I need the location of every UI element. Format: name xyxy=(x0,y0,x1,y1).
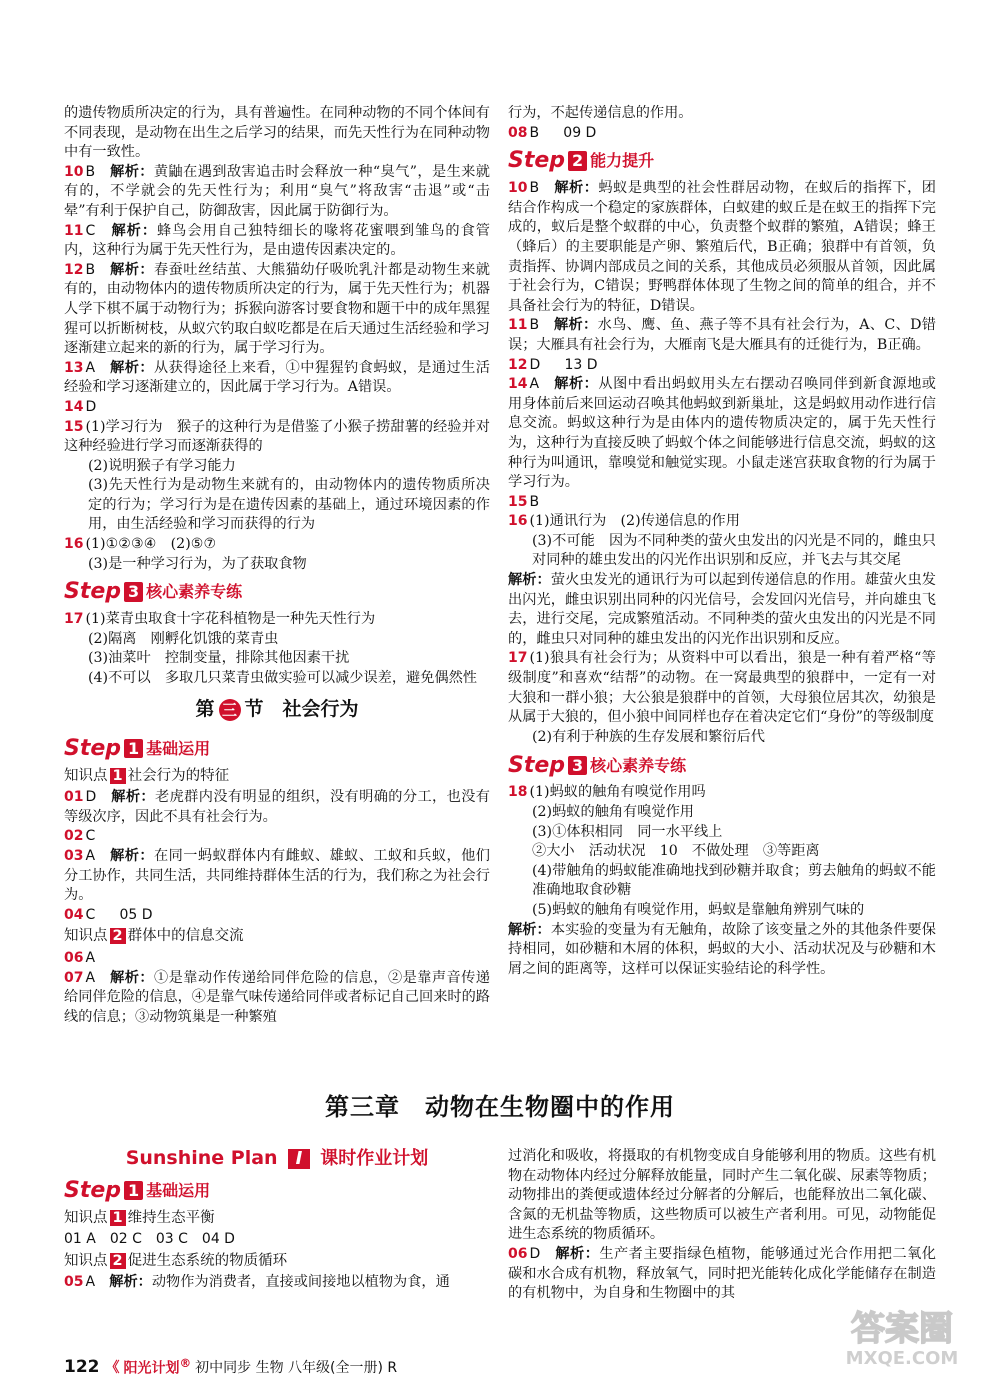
analysis-label: 解析： xyxy=(554,180,599,197)
analysis-text: 本实验的变量为有无触角，故除了该变量之外的其他条件要保持相同，如砂糖和木屑的体积，蚂蚁的大小、活动状况及与砂糖和木屑之间的距离等，这样可以保证实验结论的科学性。 xyxy=(508,921,936,977)
sub-answer: (2)说明猴子有学习能力 xyxy=(88,457,236,474)
question-text: 从获得途径上来看，①中猩猩钓食蚂蚁，是通过生活经验和学习逐渐建立的，因此属于学习行为。A错误。 xyxy=(64,359,490,396)
step-title: 能力提升 xyxy=(590,151,655,171)
bottom-right-column xyxy=(508,1147,936,1304)
analysis-label: 解析： xyxy=(553,317,598,334)
analysis-label: 解析： xyxy=(555,1245,600,1262)
question-item xyxy=(64,788,490,827)
answer-letter: C xyxy=(85,222,96,239)
step-banner xyxy=(64,735,490,763)
kp-label: 知识点 xyxy=(64,767,108,784)
question-number: 15 xyxy=(64,418,84,435)
analysis-label: 解析： xyxy=(110,969,155,986)
answer-letter: D xyxy=(529,1245,541,1262)
step-number: 3 xyxy=(568,756,587,776)
question-number: 17 xyxy=(508,650,528,667)
step-banner xyxy=(508,147,936,175)
question-item xyxy=(64,222,490,261)
kp-number: 2 xyxy=(110,1253,126,1269)
question-item xyxy=(64,1273,490,1293)
question-item xyxy=(508,1245,936,1304)
registered-mark: ® xyxy=(179,1356,192,1370)
question-item xyxy=(64,610,490,630)
step-title: 核心素养专练 xyxy=(146,582,243,602)
analysis-label: 解析： xyxy=(110,848,155,864)
bottom-left-column xyxy=(64,1147,490,1293)
book-subtitle: 初中同步 生物 八年级(全一册) R xyxy=(195,1359,398,1376)
sub-answer: (3)①体积相同 同一水平线上 xyxy=(532,823,723,840)
question-item xyxy=(64,535,490,555)
question-number: 16 xyxy=(64,536,84,553)
question-number: 10 xyxy=(64,163,84,180)
question-number: 07 xyxy=(64,969,84,986)
sub-answer: (3)不可能 因为不同种类的萤火虫发出的闪光是不同的，雌虫只对同种的雄虫发出的闪光作出识别和反应，并飞去与其交尾 xyxy=(532,532,936,569)
section-name: 节 社会行为 xyxy=(244,697,359,720)
step-title: 基础运用 xyxy=(146,738,211,758)
answer-letter: B xyxy=(529,180,540,197)
question-text: ①是靠动作传递给同伴危险的信息，②是靠声音传递给同伴危险的信息，④是靠气味传递给同伴或者标记自己回来时的路线的信息；③动物筑巢是一种繁殖 xyxy=(64,969,490,1025)
question-item xyxy=(64,906,490,926)
analysis-label: 解析： xyxy=(508,921,551,938)
analysis-text: 萤火虫发光的通讯行为可以起到传递信息的作用。雄萤火虫发出闪光，雌虫识别出同种的闪光信号，会发回闪光信号，并向雄虫飞去，进行交尾，完成繁殖活动。不同种类的萤火虫发出的闪光是不同的，雌虫只对同种的雄虫发出的闪光作出识别和反应。 xyxy=(508,572,936,647)
chapter-title: 第三章 动物在生物圈中的作用 xyxy=(325,1092,675,1121)
step-label: Step xyxy=(64,1177,122,1203)
question-item xyxy=(64,359,490,398)
analysis-label: 解析： xyxy=(554,376,599,393)
kp-number: 1 xyxy=(110,1210,126,1226)
analysis-label: 解析： xyxy=(111,789,155,806)
step-number: 1 xyxy=(124,739,143,759)
question-text: 在同一蚂蚁群体内有雌蚁、雄蚁、工蚁和兵蚁，他们分工协作，共同生活，共同维持群体生活的行为，我们称之为社会行为。 xyxy=(64,848,490,904)
question-item xyxy=(64,261,490,359)
question-text: (1)通讯行为 (2)传递信息的作用 xyxy=(529,513,740,530)
question-text: (1)①②③④ (2)⑤⑦ xyxy=(85,536,217,553)
right-column xyxy=(508,104,936,979)
question-number: 10 xyxy=(508,180,528,197)
bottom-left-content xyxy=(64,1177,490,1293)
step-banner xyxy=(64,578,490,606)
question-number: 16 xyxy=(508,513,528,530)
question-number: 08 xyxy=(508,124,528,141)
question-item xyxy=(508,375,936,493)
kp-label: 知识点 xyxy=(64,1209,108,1226)
answer-letter: B xyxy=(529,124,540,141)
question-number: 03 xyxy=(64,848,84,864)
step-number: 2 xyxy=(568,151,587,171)
question-number: 04 xyxy=(64,906,84,923)
analysis-label: 解析： xyxy=(109,1274,152,1291)
extra-answers: 13 D xyxy=(564,356,598,373)
knowledge-point xyxy=(64,767,490,787)
section-title xyxy=(64,699,490,721)
step-label: Step xyxy=(508,752,566,778)
sub-answer: (2)蚂蚁的触角有嗅觉作用 xyxy=(532,804,694,820)
answer-letter: B xyxy=(529,493,540,510)
analysis-label: 解析： xyxy=(110,359,155,376)
question-number: 18 xyxy=(508,784,528,801)
question-item xyxy=(64,398,490,418)
question-text: 老虎群内没有明显的组织，没有明确的分工，也没有等级次序，因此不具有社会行为。 xyxy=(64,789,490,825)
plan-subtitle: 课时作业计划 xyxy=(320,1148,429,1169)
question-item xyxy=(64,949,490,969)
question-item xyxy=(508,493,936,513)
kp-title: 社会行为的特征 xyxy=(127,767,230,784)
question-number: 06 xyxy=(508,1245,528,1262)
question-text: (1)狼具有社会行为；从资料中可以看出，狼是一种有着严格“等级制度”和喜欢“结帮”的动物。在一窝最典型的狼群中，一定有一对大狼和一群小狼；大公狼是狼群中的首领，大母狼位居其次，幼狼是从属于大狼的，但小狼中间同样也存在着决定它们“身份”的等级制度 xyxy=(508,650,936,726)
analysis-label: 解析： xyxy=(111,222,157,239)
question-text: 黄鼬在遇到敌害追击时会释放一种“臭气”，是生来就有的，不学就会的先天性行为；利用“臭气”将敌害“击退”或“击晕”有利于保护自己，防御敌害，因此属于防御行为。 xyxy=(64,163,490,219)
step-banner xyxy=(64,1177,490,1205)
watermark-site: MXQE.COM xyxy=(845,1348,959,1369)
question-text: 生产者主要指绿色植物，能够通过光合作用把二氧化碳和水合成有机物，释放氧气，同时把光能转化成化学能储存在制造的有机物中，为自身和生物圈中的其 xyxy=(508,1245,936,1302)
analysis-paragraph xyxy=(508,921,936,980)
answer-letter: A xyxy=(85,969,96,986)
step-label: Step xyxy=(64,735,122,761)
question-number: 11 xyxy=(508,317,528,334)
left-column xyxy=(64,104,490,1027)
step-banner xyxy=(508,751,936,779)
question-number: 12 xyxy=(64,261,84,278)
question-text: (1)学习行为 猴子的这种行为是借鉴了小猴子捞甜薯的经验并对这种经验进行学习而逐渐获得的 xyxy=(64,418,490,455)
answer-row: 01 A 02 C 03 C 04 D xyxy=(64,1231,235,1248)
step-number: 1 xyxy=(124,1181,143,1201)
question-number: 17 xyxy=(64,611,84,628)
analysis-label: 解析： xyxy=(110,261,155,278)
section-prefix: 第 xyxy=(195,697,215,720)
sunshine-plan-label: Sunshine Plan xyxy=(125,1147,278,1169)
question-text: (1)菜青虫取食十字花科植物是一种先天性行为 xyxy=(85,611,376,628)
sunshine-plan-banner xyxy=(64,1149,490,1169)
page-number: 122 xyxy=(64,1356,100,1377)
question-number: 06 xyxy=(64,949,84,966)
answer-letter: A xyxy=(529,376,540,393)
watermark-logo xyxy=(822,1300,982,1370)
question-text: 从图中看出蚂蚁用头左右摆动召唤同伴到新食源地或用身体前后来回运动召唤其他蚂蚁到新巢址，这是蚂蚁用动作进行信息交流。蚂蚁这种行为是由体内的遗传物质决定的，属于先天性行为，这种行为直接反映了蚂蚁个体之间能够进行信息交流，蚂蚁的这种行为叫通讯，靠嗅觉和触觉实现。小鼠走迷宫获取食物的行为属于学习行为。 xyxy=(508,376,936,491)
question-item xyxy=(508,649,936,727)
answer-letter: C xyxy=(85,828,96,845)
question-text: 春蚕吐丝结茧、大熊猫幼仔吸吮乳汁都是动物生来就有的，由动物体内的遗传物质所决定的行为，属于先天性行为；机器人学下棋不属于动物行为；拆猴向游客讨要食物和题干中的成年黑猩猩可以折断树枝，从蚁穴钓取白蚁吃都是在后天通过生活经验和学习逐渐建立起来的新的行为，属于学习行为。 xyxy=(64,261,490,357)
step-number: 3 xyxy=(124,582,143,602)
question-text: 蚂蚁是典型的社会性群居动物，在蚁后的指挥下，团结合作构成一个稳定的家族群体，白蚁建的蚁丘是在蚁王的指挥下完成的，蚁后是整个蚁群的中心，负责整个蚁群的繁殖，A错误；蜂王（蜂后）的主要职能是产卵、繁殖后代，B正确；狼群中有首领，负责指挥、协调内部成员之间的关系，其他成员必须服从首领，因此属于社会行为，C错误；野鸭群体体现了生物之间的简单的组合，并不具备社会行为的特征，D错误。 xyxy=(508,180,936,314)
answer-letter: C xyxy=(85,906,96,923)
answer-letter: B xyxy=(85,261,96,278)
section-number: 三 xyxy=(219,699,241,721)
sub-answer: (3)油菜叶 控制变量，排除其他因素干扰 xyxy=(88,650,350,667)
extra-answers: 09 D xyxy=(563,124,597,141)
sub-answer: ②大小 活动状况 10 不做处理 ③等距离 xyxy=(532,843,820,860)
analysis-label: 解析： xyxy=(110,163,154,180)
question-item xyxy=(64,163,490,222)
answer-letter: D xyxy=(85,789,97,806)
watermark-text: 答案圈 xyxy=(851,1309,953,1349)
question-text: 蜂鸟会用自己独特细长的喙将花蜜喂到雏鸟的食管内，这种行为属于先天性行为，是由遗传因素决定的。 xyxy=(64,222,490,259)
brand-name xyxy=(124,1356,192,1378)
paragraph: 过消化和吸收，将摄取的有机物变成自身能够利用的物质。这些有机物在动物体内经过分解释放能量，同时产生二氧化碳、尿素等物质；动物排出的粪便或遗体经过分解者的分解后，也能释放出二氧化碳、含氮的无机盐等物质，这些物质可以被生产者利用。可见，动物能促进生态系统的物质循环。 xyxy=(508,1148,936,1243)
question-item xyxy=(508,512,936,532)
knowledge-point xyxy=(64,927,490,947)
answer-letter: D xyxy=(529,356,541,373)
answer-letter: A xyxy=(85,359,96,376)
question-item xyxy=(508,124,936,144)
question-item xyxy=(508,783,936,803)
question-number: 15 xyxy=(508,493,528,510)
kp-number: 2 xyxy=(110,928,126,944)
question-item xyxy=(64,418,490,457)
question-item xyxy=(64,969,490,1028)
question-number: 14 xyxy=(64,398,84,415)
kp-title: 维持生态平衡 xyxy=(127,1209,215,1226)
answer-letter: B xyxy=(529,317,540,334)
sub-answer: (3)是一种学习行为，为了获取食物 xyxy=(88,555,307,572)
question-text: 水鸟、鹰、鱼、燕子等不具有社会行为，A、C、D错误；大雁具有社会行为，大雁南飞是大雁具有的迁徙行为，B正确。 xyxy=(508,317,936,353)
question-number: 13 xyxy=(64,359,84,376)
kp-title: 群体中的信息交流 xyxy=(127,928,244,945)
answer-letter: D xyxy=(85,398,97,415)
question-number: 11 xyxy=(64,222,84,239)
question-number: 05 xyxy=(64,1274,84,1291)
analysis-paragraph xyxy=(508,571,936,649)
knowledge-point xyxy=(64,1209,490,1229)
sub-answer: (2)有利于种族的生存发展和繁衍后代 xyxy=(532,728,765,745)
plan-number-badge: I xyxy=(288,1149,311,1169)
question-item xyxy=(64,827,490,847)
kp-number: 1 xyxy=(110,768,126,784)
answer-letter: B xyxy=(85,163,96,180)
sub-answer: (5)蚂蚁的触角有嗅觉作用，蚂蚁是靠触角辨别气味的 xyxy=(532,901,865,918)
extra-answers: 05 D xyxy=(119,906,153,923)
analysis-label: 解析： xyxy=(508,572,551,589)
answer-letter: A xyxy=(85,949,96,966)
answer-letter: A xyxy=(85,848,96,864)
step-label: Step xyxy=(64,579,122,605)
kp-title: 促进生态系统的物质循环 xyxy=(127,1252,288,1269)
question-item xyxy=(508,179,936,316)
question-item xyxy=(508,316,936,355)
brand-text: 阳光计划 xyxy=(123,1360,180,1377)
question-item xyxy=(508,356,936,376)
step-title: 核心素养专练 xyxy=(590,755,687,775)
question-text: 动物作为消费者，直接或间接地以植物为食，通 xyxy=(151,1274,450,1291)
sub-answer: (3)先天性行为是动物生来就有的，由动物体内的遗传物质所决定的行为；学习行为是在遗传因素的基础上，通过环境因素的作用，由生活经验和学习而获得的行为 xyxy=(88,477,490,533)
question-number: 01 xyxy=(64,789,84,806)
kp-label: 知识点 xyxy=(64,928,108,945)
sub-answer: (4)不可以 多取几只菜青虫做实验可以减少误差，避免偶然性 xyxy=(88,670,477,687)
answer-letter: A xyxy=(85,1274,96,1291)
knowledge-point xyxy=(64,1252,490,1272)
paragraph: 的遗传物质所决定的行为，具有普遍性。在同种动物的不同个体间有不同表现，是动物在出生之后学习的结果，而先天性行为在同种动物中有一致性。 xyxy=(64,105,490,161)
sub-answer: (2)隔离 刚孵化饥饿的菜青虫 xyxy=(88,630,279,647)
step-title: 基础运用 xyxy=(146,1180,211,1200)
question-item xyxy=(64,847,490,906)
question-text: (1)蚂蚁的触角有嗅觉作用吗 xyxy=(529,784,706,801)
question-number: 14 xyxy=(508,376,528,393)
sub-answer: (4)带触角的蚂蚁能准确地找到砂糖并取食；剪去触角的蚂蚁不能准确地取食砂糖 xyxy=(532,862,936,899)
paragraph: 行为，不起传递信息的作用。 xyxy=(508,105,693,121)
double-arrow-icon: 《 xyxy=(105,1359,120,1376)
step-label: Step xyxy=(508,148,566,174)
question-number: 02 xyxy=(64,828,84,845)
kp-label: 知识点 xyxy=(64,1252,108,1269)
question-number: 12 xyxy=(508,356,528,373)
page-footer xyxy=(64,1356,397,1378)
